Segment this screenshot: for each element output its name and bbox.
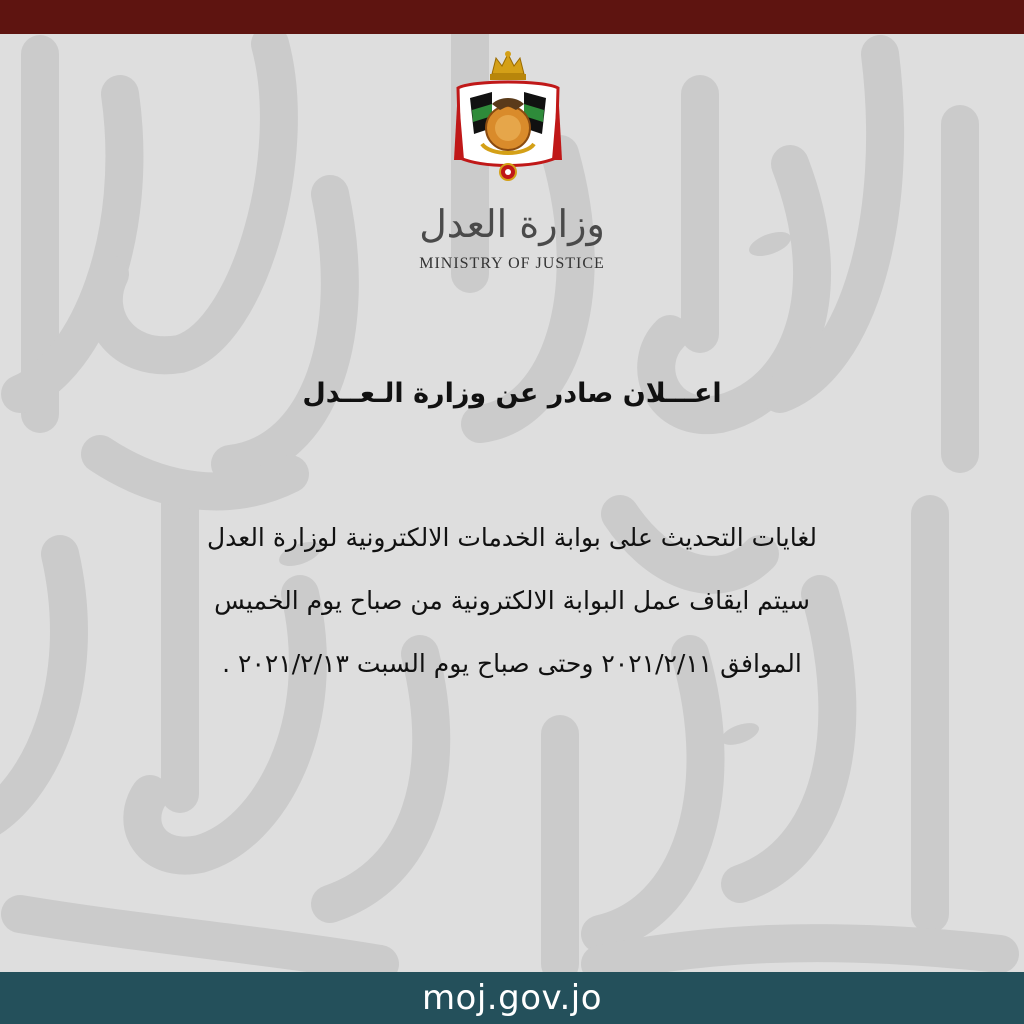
announcement-body <box>132 512 892 701</box>
ministry-name-arabic: وزارة العدل <box>419 202 605 246</box>
website-url[interactable]: moj.gov.jo <box>421 978 603 1018</box>
top-banner-bar <box>0 0 1024 34</box>
footer-bar <box>0 972 1024 1024</box>
ministry-name-english: MINISTRY OF JUSTICE <box>419 255 605 272</box>
announcement-line: سيتم ايقاف عمل البوابة الالكترونية من صباح يوم الخميس <box>214 586 810 615</box>
announcement-line: الموافق ٢٠٢١/٢/١١ وحتى صباح يوم السبت ٢٠٢١/٢/١٣ . <box>222 649 802 678</box>
announcement-line: لغايات التحديث على بوابة الخدمات الالكترونية لوزارة العدل <box>206 523 818 552</box>
announcement-title: اعـــلان صادر عن وزارة الـعــدل <box>302 378 722 409</box>
jordan-coat-of-arms-icon <box>452 48 564 192</box>
